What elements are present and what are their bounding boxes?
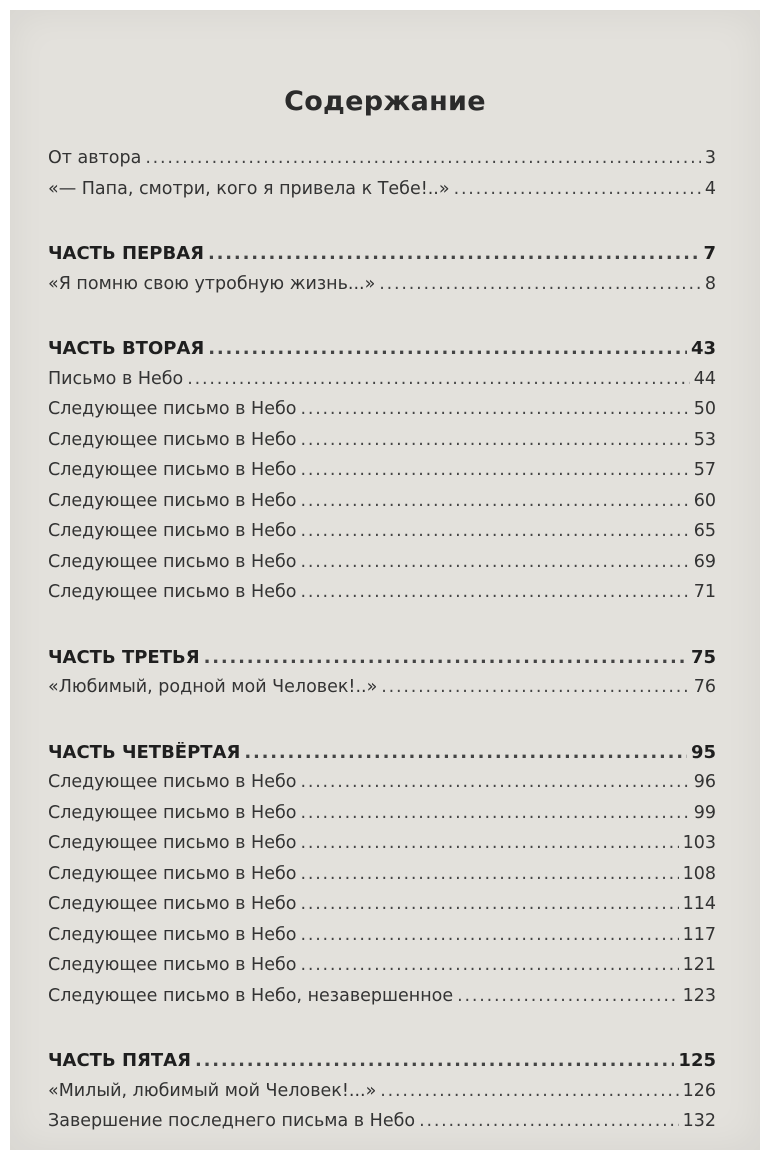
- book-page: [10, 10, 760, 1150]
- dot-leader: [300, 894, 678, 914]
- page-number: 3: [704, 148, 716, 168]
- toc-entry-row: [48, 772, 716, 803]
- page-number: 125: [678, 1050, 716, 1071]
- toc-entry-row: [48, 677, 716, 708]
- dot-leader: [300, 803, 689, 823]
- page-number: 95: [690, 741, 716, 763]
- entry-title: Следующее письмо в Небо: [48, 863, 297, 884]
- page-number: 96: [693, 772, 716, 792]
- dot-leader: [300, 491, 689, 511]
- toc-section: [48, 1050, 716, 1142]
- page-number: 44: [693, 368, 716, 389]
- toc-section: [48, 243, 716, 304]
- dot-leader: [300, 552, 689, 572]
- page-number: 132: [682, 1111, 716, 1131]
- page-number: 108: [682, 863, 716, 884]
- dot-leader: [208, 338, 687, 359]
- dot-leader: [145, 148, 701, 168]
- toc-entry-row: [48, 864, 716, 895]
- page-number: 114: [682, 894, 716, 914]
- toc-entry-row: [48, 1081, 716, 1112]
- toc-part-row: [48, 338, 716, 369]
- entry-title: Письмо в Небо: [48, 368, 184, 389]
- page-number: 126: [682, 1080, 716, 1101]
- toc-section: [48, 148, 716, 209]
- entry-title: Следующее письмо в Небо: [48, 460, 297, 480]
- toc-entry-row: [48, 833, 716, 864]
- dot-leader: [454, 179, 701, 199]
- entry-title: Следующее письмо в Небо: [48, 833, 297, 853]
- entry-title: Следующее письмо в Небо: [48, 955, 297, 975]
- toc-entry-row: [48, 552, 716, 583]
- dot-leader: [300, 582, 689, 602]
- toc-entry-row: [48, 274, 716, 305]
- dot-leader: [300, 833, 678, 853]
- page-number: 76: [693, 677, 716, 697]
- entry-title: Следующее письмо в Небо: [48, 582, 297, 602]
- dot-leader: [300, 460, 689, 480]
- page-number: 121: [682, 955, 716, 975]
- entry-title: Следующее письмо в Небо, незавершенное: [48, 985, 454, 1006]
- page-number: 50: [693, 399, 716, 419]
- dot-leader: [300, 399, 689, 419]
- part-title: ЧАСТЬ ВТОРАЯ: [48, 338, 205, 359]
- toc-part-row: [48, 742, 716, 773]
- part-title: ЧАСТЬ ТРЕТЬЯ: [48, 646, 200, 668]
- dot-leader: [300, 430, 689, 450]
- dot-leader: [187, 369, 689, 389]
- entry-title: «Милый, любимый мой Человек!...»: [48, 1080, 377, 1101]
- toc-entry-row: [48, 986, 716, 1017]
- toc-entry-row: [48, 399, 716, 430]
- page-number: 4: [704, 178, 716, 199]
- dot-leader: [381, 677, 689, 697]
- toc-part-row: [48, 1050, 716, 1081]
- page-number: 7: [703, 243, 716, 264]
- entry-title: Следующее письмо в Небо: [48, 924, 297, 945]
- toc-entry-row: [48, 955, 716, 986]
- dot-leader: [300, 864, 678, 884]
- entry-title: Следующее письмо в Небо: [48, 399, 297, 419]
- page-number: 103: [682, 833, 716, 853]
- toc-section: [48, 647, 716, 708]
- page-number: 65: [693, 521, 716, 541]
- toc-entry-row: [48, 369, 716, 400]
- dot-leader: [300, 772, 689, 792]
- toc-entry-row: [48, 925, 716, 956]
- entry-title: «— Папа, смотри, кого я привела к Тебе!..»: [48, 178, 450, 199]
- dot-leader: [379, 274, 701, 294]
- dot-leader: [419, 1111, 679, 1131]
- toc-entry-row: [48, 803, 716, 834]
- toc-section: [48, 742, 716, 1017]
- page-number: 117: [682, 924, 716, 945]
- toc-section: [48, 338, 716, 613]
- entry-title: Следующее письмо в Небо: [48, 551, 297, 572]
- dot-leader: [300, 521, 689, 541]
- toc-part-row: [48, 243, 716, 274]
- page-number: 75: [690, 646, 716, 668]
- page-title: Содержание: [284, 86, 486, 117]
- dot-leader: [208, 243, 699, 264]
- entry-title: Следующее письмо в Небо: [48, 802, 297, 823]
- part-title: ЧАСТЬ ПЕРВАЯ: [48, 243, 205, 264]
- toc-entry-row: [48, 521, 716, 552]
- entry-title: Завершение последнего письма в Небо: [48, 1111, 416, 1131]
- toc-entry-row: [48, 430, 716, 461]
- toc-entry-row: [48, 460, 716, 491]
- entry-title: Следующее письмо в Небо: [48, 772, 297, 792]
- page-number: 123: [682, 985, 716, 1006]
- page-number: 8: [704, 273, 716, 294]
- page-number: 60: [693, 490, 716, 511]
- toc-entry-row: [48, 894, 716, 925]
- dot-leader: [380, 1081, 678, 1101]
- page-number: 43: [690, 338, 716, 359]
- part-title: ЧАСТЬ ЧЕТВЁРТАЯ: [48, 741, 241, 763]
- entry-title: Следующее письмо в Небо: [48, 894, 297, 914]
- page-number: 99: [693, 802, 716, 823]
- toc-entry-row: [48, 179, 716, 210]
- entry-title: Следующее письмо в Небо: [48, 490, 297, 511]
- dot-leader: [244, 742, 687, 763]
- entry-title: «Любимый, родной мой Человек!..»: [48, 677, 378, 697]
- dot-leader: [204, 647, 687, 668]
- toc-entry-row: [48, 582, 716, 613]
- part-title: ЧАСТЬ ПЯТАЯ: [48, 1050, 191, 1071]
- dot-leader: [300, 925, 678, 945]
- page-number: 53: [693, 429, 716, 450]
- toc-part-row: [48, 647, 716, 678]
- toc-entry-row: [48, 148, 716, 179]
- toc-entry-row: [48, 491, 716, 522]
- dot-leader: [195, 1050, 674, 1071]
- dot-leader: [300, 955, 678, 975]
- dot-leader: [457, 986, 678, 1006]
- entry-title: От автора: [48, 148, 142, 168]
- page-number: 69: [693, 551, 716, 572]
- toc-entry-row: [48, 1111, 716, 1142]
- entry-title: Следующее письмо в Небо: [48, 429, 297, 450]
- table-of-contents: [48, 148, 716, 1176]
- page-number: 57: [693, 460, 716, 480]
- page-number: 71: [693, 582, 716, 602]
- entry-title: «Я помню свою утробную жизнь...»: [48, 273, 376, 294]
- entry-title: Следующее письмо в Небо: [48, 521, 297, 541]
